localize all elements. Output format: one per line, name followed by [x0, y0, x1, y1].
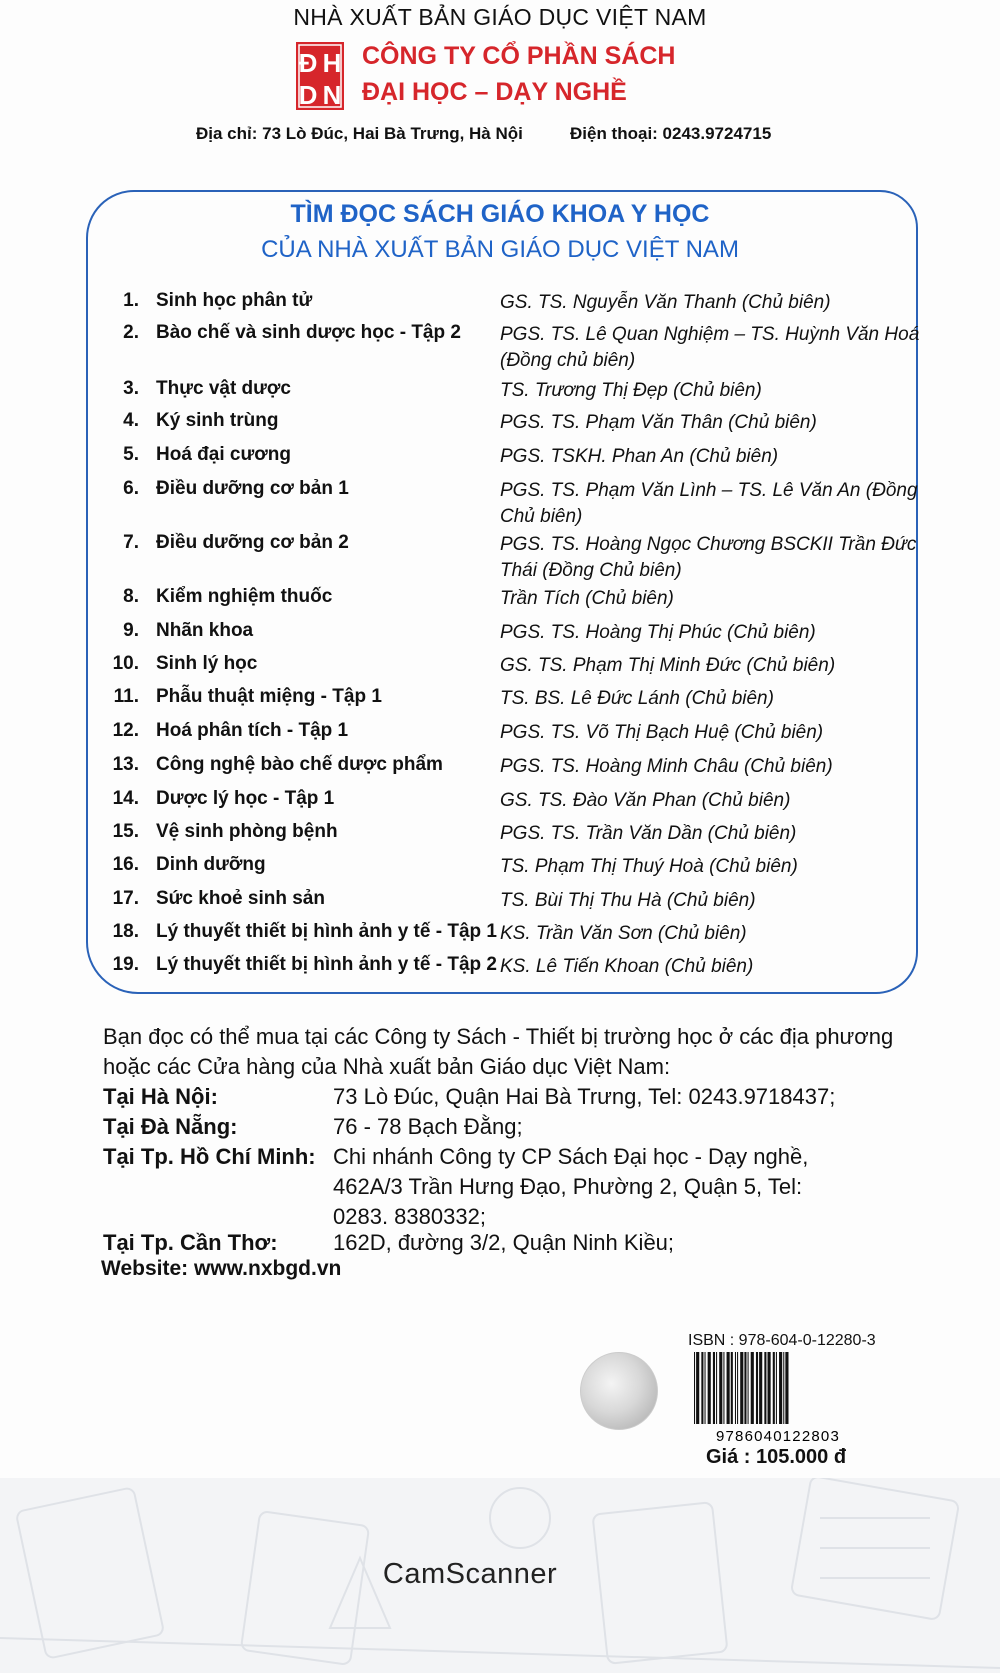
- book-item: [0, 322, 1000, 371]
- book-author: PGS. TS. Lê Quan Nghiệm – TS. Huỳnh Văn Hoá (Đồng chủ biên): [500, 324, 920, 371]
- book-title: Sức khoẻ sinh sản: [156, 888, 325, 909]
- book-title: Kiểm nghiệm thuốc: [156, 586, 333, 607]
- logo-letter-3: D: [298, 80, 318, 110]
- book-author: TS. Phạm Thị Thuý Hoà (Chủ biên): [500, 856, 798, 877]
- book-author: PGS. TS. Hoàng Ngọc Chương BSCKII Trần Đức Thái (Đồng Chủ biên): [500, 534, 917, 581]
- logo-letter-4: N: [322, 80, 342, 110]
- book-item: [0, 653, 1000, 687]
- book-number: 2.: [123, 322, 139, 343]
- barcode-bar: [751, 1352, 754, 1424]
- book-number: 13.: [112, 754, 139, 775]
- book-title: Bào chế và sinh dược học - Tập 2: [156, 322, 461, 343]
- book-title: Hoá phân tích - Tập 1: [156, 720, 349, 741]
- book-item: [0, 854, 1000, 888]
- book-item: [0, 754, 1000, 788]
- barcode-bar: [756, 1352, 758, 1424]
- barcode-bar: [759, 1352, 762, 1424]
- company-name-line1: CÔNG TY CỔ PHẦN SÁCH: [362, 42, 676, 70]
- hologram-seal-icon: [580, 1352, 658, 1430]
- barcode-bar: [713, 1352, 715, 1424]
- book-title: Sinh lý học: [156, 653, 258, 674]
- barcode-bar: [744, 1352, 746, 1424]
- location-address: 73 Lò Đúc, Quận Hai Bà Trưng, Tel: 0243.9718437;: [333, 1084, 836, 1109]
- book-item: [0, 788, 1000, 822]
- barcode: [688, 1352, 868, 1444]
- book-item: [0, 888, 1000, 922]
- book-number: 14.: [112, 788, 139, 809]
- book-number: 3.: [123, 378, 139, 399]
- book-number: 7.: [123, 532, 139, 553]
- book-item: [0, 378, 1000, 412]
- location-address: Chi nhánh Công ty CP Sách Đại học - Dạy nghề, 462A/3 Trần Hưng Đạo, Phường 2, Quận 5, Tel: 0283. 8380332;: [333, 1144, 809, 1229]
- book-number: 1.: [123, 290, 139, 311]
- book-title: Dinh dưỡng: [156, 854, 266, 875]
- book-number: 10.: [112, 653, 139, 674]
- book-number: 15.: [112, 821, 139, 842]
- isbn-number: ISBN : 978-604-0-12280-3: [688, 1332, 876, 1349]
- book-author: TS. Trương Thị Đẹp (Chủ biên): [500, 380, 762, 401]
- book-price: Giá : 105.000 đ: [706, 1446, 847, 1468]
- barcode-bar: [701, 1352, 703, 1424]
- book-item: [0, 290, 1000, 324]
- book-number: 8.: [123, 586, 139, 607]
- barcode-digits: 9786040122803: [715, 1428, 841, 1444]
- book-number: 5.: [123, 444, 139, 465]
- company-phone: Điện thoại: 0243.9724715: [570, 124, 772, 143]
- book-number: 18.: [112, 921, 139, 942]
- book-author: KS. Trần Văn Sơn (Chủ biên): [500, 923, 747, 944]
- barcode-bar: [773, 1352, 775, 1424]
- book-author: PGS. TS. Hoàng Thị Phúc (Chủ biên): [500, 622, 816, 643]
- book-title: Nhãn khoa: [156, 620, 254, 641]
- book-author: GS. TS. Nguyễn Văn Thanh (Chủ biên): [500, 292, 831, 313]
- barcode-bar: [764, 1352, 766, 1424]
- book-title: Sinh học phân tử: [156, 290, 313, 311]
- book-item: [0, 620, 1000, 654]
- book-author: GS. TS. Đào Văn Phan (Chủ biên): [500, 790, 791, 811]
- book-author: GS. TS. Phạm Thị Minh Đức (Chủ biên): [500, 655, 836, 676]
- book-title: Lý thuyết thiết bị hình ảnh y tế - Tập 1: [156, 921, 497, 942]
- company-name-line2: ĐẠI HỌC – DẠY NGHỀ: [362, 78, 627, 106]
- barcode-bar: [719, 1352, 722, 1424]
- barcode-bar: [723, 1352, 724, 1424]
- barcode-bar: [727, 1352, 730, 1424]
- book-title: Công nghệ bào chế dược phẩm: [156, 754, 443, 775]
- book-title: Hoá đại cương: [156, 444, 291, 465]
- book-item: [0, 821, 1000, 855]
- book-author: KS. Lê Tiến Khoan (Chủ biên): [500, 956, 754, 977]
- book-item: [0, 410, 1000, 444]
- company-logo: [296, 42, 344, 110]
- location-label: Tại Hà Nội:: [103, 1084, 218, 1109]
- book-number: 6.: [123, 478, 139, 499]
- book-number: 12.: [112, 720, 139, 741]
- book-number: 11.: [113, 686, 139, 707]
- location-address: 162D, đường 3/2, Quận Ninh Kiều;: [333, 1230, 675, 1255]
- book-number: 19.: [112, 954, 139, 975]
- location-label: Tại Tp. Hồ Chí Minh:: [103, 1144, 316, 1169]
- logo-letter-1: Đ: [298, 48, 318, 78]
- book-author: PGS. TSKH. Phan An (Chủ biên): [500, 446, 779, 467]
- barcode-bar: [708, 1352, 711, 1424]
- watermark-text: CamScanner: [382, 1558, 558, 1590]
- book-author: PGS. TS. Phạm Văn Thân (Chủ biên): [500, 412, 817, 433]
- website-link: Website: www.nxbgd.vn: [101, 1257, 342, 1280]
- book-title: Thực vật dược: [156, 378, 291, 399]
- barcode-bar: [735, 1352, 736, 1424]
- book-title: Điều dưỡng cơ bản 1: [156, 478, 349, 499]
- barcode-bar: [776, 1352, 777, 1424]
- publisher-name: NHÀ XUẤT BẢN GIÁO DỤC VIỆT NAM: [293, 4, 707, 30]
- book-author: TS. Bùi Thị Thu Hà (Chủ biên): [500, 890, 756, 911]
- book-item: [0, 954, 1000, 988]
- booklist-subtitle: CỦA NHÀ XUẤT BẢN GIÁO DỤC VIỆT NAM: [261, 236, 739, 263]
- barcode-bar: [737, 1352, 738, 1424]
- book-number: 17.: [112, 888, 139, 909]
- location-label: Tại Tp. Cần Thơ:: [103, 1230, 278, 1255]
- barcode-bar: [731, 1352, 733, 1424]
- book-author: Trần Tích (Chủ biên): [500, 588, 674, 609]
- book-item: [0, 720, 1000, 754]
- book-item: [0, 532, 1000, 581]
- booklist-title: TÌM ĐỌC SÁCH GIÁO KHOA Y HỌC: [290, 200, 710, 228]
- book-author: PGS. TS. Võ Thị Bạch Huệ (Chủ biên): [500, 722, 824, 743]
- book-title: Vệ sinh phòng bệnh: [156, 821, 338, 842]
- book-number: 9.: [123, 620, 139, 641]
- barcode-bar: [785, 1352, 788, 1424]
- book-number: 16.: [112, 854, 139, 875]
- scanner-watermark-band: [0, 1478, 1000, 1673]
- location-label: Tại Đà Nẵng:: [103, 1114, 238, 1139]
- book-author: PGS. TS. Phạm Văn Lình – TS. Lê Văn An (Đồng Chủ biên): [500, 480, 918, 527]
- barcode-bar: [768, 1352, 771, 1424]
- barcode-bar: [705, 1352, 706, 1424]
- barcode-bar: [696, 1352, 699, 1424]
- logo-letter-2: H: [322, 48, 342, 78]
- barcode-bar: [694, 1352, 695, 1424]
- barcode-bar: [748, 1352, 749, 1424]
- book-title: Lý thuyết thiết bị hình ảnh y tế - Tập 2: [156, 954, 497, 975]
- book-title: Phẫu thuật miệng - Tập 1: [156, 686, 382, 707]
- barcode-bar: [779, 1352, 782, 1424]
- barcode-bar: [716, 1352, 717, 1424]
- book-title: Ký sinh trùng: [156, 410, 279, 431]
- book-item: [0, 478, 1000, 527]
- book-item: [0, 921, 1000, 955]
- barcode-bar: [740, 1352, 743, 1424]
- purchase-intro: Bạn đọc có thể mua tại các Công ty Sách - Thiết bị trường học ở các địa phương hoặc các Cửa hàng của Nhà xuất bản Giáo dục Việt Nam:: [103, 1024, 894, 1079]
- book-item: [0, 586, 1000, 620]
- location-address: 76 - 78 Bạch Đằng;: [333, 1114, 523, 1139]
- book-author: TS. BS. Lê Đức Lánh (Chủ biên): [500, 688, 774, 709]
- book-item: [0, 686, 1000, 720]
- book-title: Điều dưỡng cơ bản 2: [156, 532, 349, 553]
- book-item: [0, 444, 1000, 478]
- company-address: Địa chỉ: 73 Lò Đúc, Hai Bà Trưng, Hà Nội: [196, 124, 523, 143]
- book-author: PGS. TS. Hoàng Minh Châu (Chủ biên): [500, 756, 833, 777]
- book-author: PGS. TS. Trần Văn Dần (Chủ biên): [500, 823, 797, 844]
- book-number: 4.: [123, 410, 139, 431]
- barcode-bar: [783, 1352, 784, 1424]
- book-title: Dược lý học - Tập 1: [156, 788, 335, 809]
